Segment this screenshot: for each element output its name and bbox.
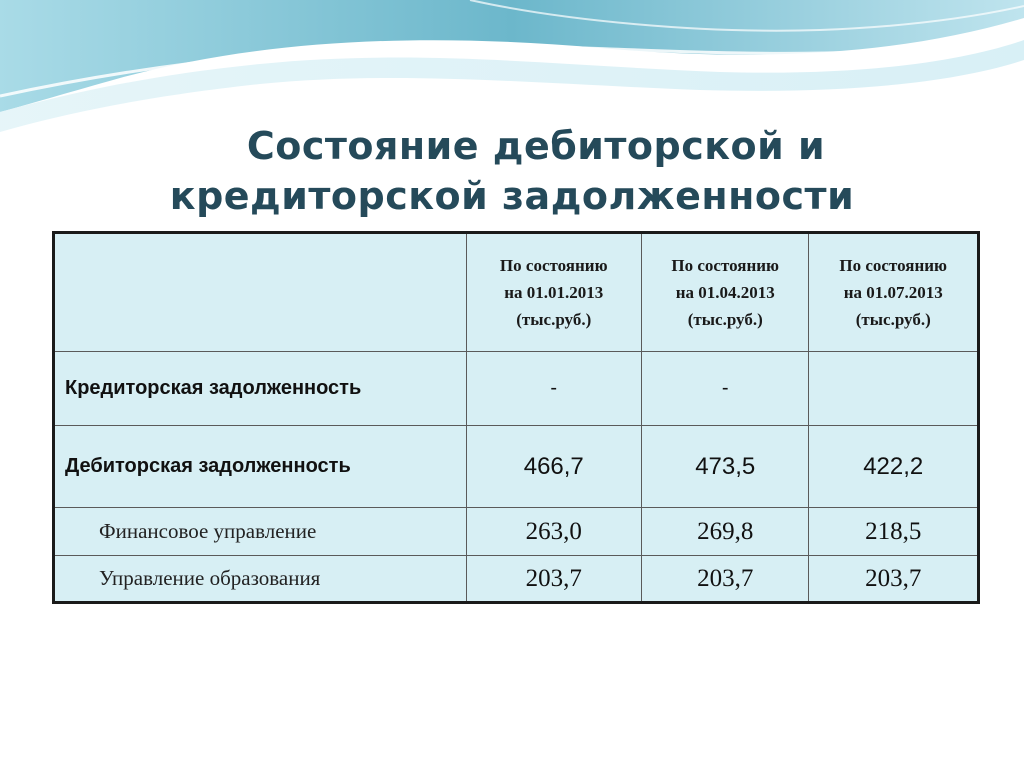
slide-title-line-2: кредиторской задолженности <box>169 174 855 219</box>
wave-decoration <box>0 0 1024 140</box>
table-cell: 203,7 <box>641 556 809 603</box>
table-cell: 218,5 <box>809 508 979 556</box>
row-label: Дебиторская задолженность <box>54 426 467 508</box>
row-label: Финансовое управление <box>54 508 467 556</box>
table-cell: 269,8 <box>641 508 809 556</box>
slide-title <box>0 121 1024 221</box>
table-row <box>54 556 979 603</box>
table-cell: 466,7 <box>466 426 641 508</box>
header-empty-cell <box>54 233 467 352</box>
column-header <box>466 233 641 352</box>
column-header-line: По состоянию <box>671 256 780 275</box>
column-header-unit: (тыс.руб.) <box>855 310 931 329</box>
column-header-line: По состоянию <box>839 256 948 275</box>
row-label: Кредиторская задолженность <box>54 352 467 426</box>
column-header-line: По состоянию <box>499 256 608 275</box>
column-header <box>641 233 809 352</box>
table-cell <box>809 352 979 426</box>
column-header-unit: (тыс.руб.) <box>687 310 763 329</box>
table-cell: 203,7 <box>466 556 641 603</box>
slide-title-line-1: Состояние дебиторской и <box>246 124 826 169</box>
column-header <box>809 233 979 352</box>
table-cell: 263,0 <box>466 508 641 556</box>
table-cell: 473,5 <box>641 426 809 508</box>
column-header-date: на 01.04.2013 <box>675 283 775 302</box>
row-label: Управление образования <box>54 556 467 603</box>
table-cell: - <box>466 352 641 426</box>
column-header-unit: (тыс.руб.) <box>516 310 592 329</box>
table-cell: 203,7 <box>809 556 979 603</box>
column-header-date: на 01.01.2013 <box>504 283 604 302</box>
table-row <box>54 508 979 556</box>
table-cell: - <box>641 352 809 426</box>
column-header-date: на 01.07.2013 <box>843 283 943 302</box>
table-row <box>54 352 979 426</box>
table-cell: 422,2 <box>809 426 979 508</box>
table-row <box>54 426 979 508</box>
debt-table <box>52 231 980 604</box>
table-header-row <box>54 233 979 352</box>
